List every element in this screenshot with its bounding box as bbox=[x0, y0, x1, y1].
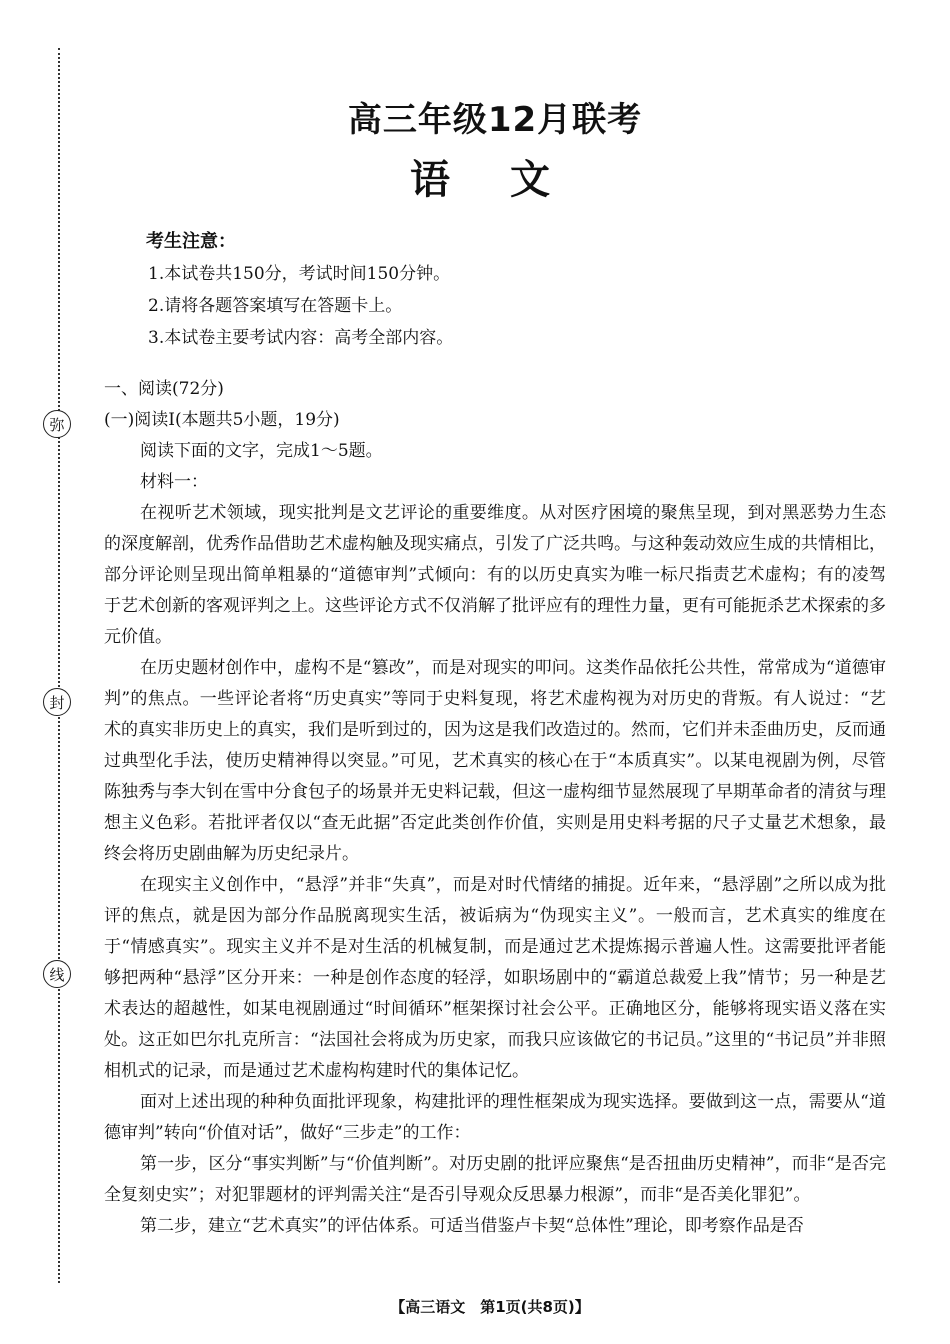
page-footer: 【高三语文 第1页(共8页)】 bbox=[390, 1298, 590, 1316]
paragraph-4: 面对上述出现的种种负面批评现象，构建批评的理性框架成为现实选择。要做到这一点，需要从“道德审判”转向“价值对话”，做好“三步走”的工作： bbox=[104, 1092, 886, 1143]
material-label: 材料一： bbox=[140, 472, 208, 492]
candidate-notice bbox=[148, 226, 453, 354]
paragraph-2: 在历史题材创作中，虚构不是“篡改”，而是对现实的叩问。这类作品依托公共性，常常成为“道德审判”的焦点。一些评论者将“历史真实”等同于史料复现，将艺术虚构视为对历史的背叛。有人说过：“艺术的真实非历史上的真实，我们是听到过的，因为这是我们改造过的。然而，它们并未歪曲历史，反而通过典型化手法，使历史精神得以突显。”可见，艺术真实的核心在于“本质真实”。以某电视剧为例，尽管陈独秀与李大钊在雪中分食包子的场景并无史料记载，但这一虚构细节显然展现了早期革命者的清贫与理想主义色彩。若批评者仅以“查无此据”否定此类创作价值，实则是用史料考据的尺子丈量艺术想象，最终会将历史剧曲解为历史纪录片。 bbox=[104, 658, 886, 864]
paragraph-3: 在现实主义创作中，“悬浮”并非“失真”，而是对时代情绪的捕捉。近年来，“悬浮剧”之所以成为批评的焦点，就是因为部分作品脱离现实生活，被诟病为“伪现实主义”。一般而言，艺术真实的维度在于“情感真实”。现实主义并不是对生活的机械复制，而是通过艺术提炼揭示普遍人性。这需要批评者能够把两种“悬浮”区分开来：一种是创作态度的轻浮，如职场剧中的“霸道总裁爱上我”情节；另一种是艺术表达的超越性，如某电视剧通过“时间循环”框架探讨社会公平。正确地区分，能够将现实语义落在实处。这正如巴尔扎克所言：“法国社会将成为历史家，而我只应该做它的书记员。”这里的“书记员”并非照相机式的记录，而是通过艺术虚构构建时代的集体记忆。 bbox=[104, 875, 886, 1081]
subject-title: 语文 bbox=[410, 157, 610, 203]
binding-mark-feng: 封 bbox=[43, 688, 71, 716]
binding-dotted-line bbox=[58, 48, 60, 1283]
exam-title: 高三年级12月联考 bbox=[347, 100, 643, 140]
notice-item-1: 1.本试卷共150分，考试时间150分钟。 bbox=[148, 264, 451, 284]
reading-section bbox=[104, 374, 886, 1242]
section-heading: 一、阅读(72分) bbox=[104, 379, 224, 399]
notice-item-3: 3.本试卷主要考试内容：高考全部内容。 bbox=[148, 328, 454, 348]
paragraph-6: 第二步，建立“艺术真实”的评估体系。可适当借鉴卢卡契“总体性”理论，即考察作品是否 bbox=[140, 1216, 804, 1236]
reading-instruction: 阅读下面的文字，完成1～5题。 bbox=[140, 441, 383, 461]
paragraph-5: 第一步，区分“事实判断”与“价值判断”。对历史剧的批评应聚焦“是否扭曲历史精神”，而非“是否完全复刻史实”；对犯罪题材的评判需关注“是否引导观众反思暴力根源”，而非“是否美化罪犯”。 bbox=[104, 1154, 886, 1205]
notice-item-2: 2.请将各题答案填写在答题卡上。 bbox=[148, 296, 403, 316]
paragraph-1: 在视听艺术领域，现实批判是文艺评论的重要维度。从对医疗困境的聚焦呈现，到对黑恶势力生态的深度解剖，优秀作品借助艺术虚构触及现实痛点，引发了广泛共鸣。与这种轰动效应生成的共情相比，部分评论则呈现出简单粗暴的“道德审判”式倾向：有的以历史真实为唯一标尺指责艺术虚构；有的凌驾于艺术创新的客观评判之上。这些评论方式不仅消解了批评应有的理性力量，更有可能扼杀艺术探索的多元价值。 bbox=[104, 503, 886, 647]
section-subheading: (一)阅读Ⅰ(本题共5小题，19分) bbox=[104, 410, 340, 430]
notice-heading: 考生注意： bbox=[146, 231, 236, 252]
binding-mark-mi: 弥 bbox=[43, 410, 71, 438]
binding-mark-xian: 线 bbox=[43, 960, 71, 988]
